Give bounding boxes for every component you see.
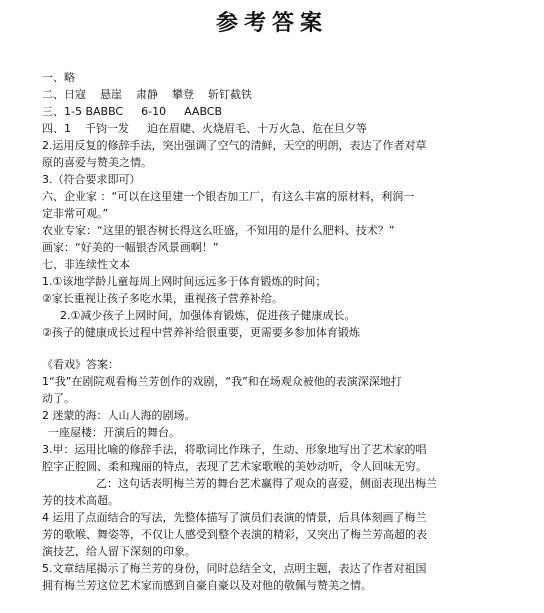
answer-q3-range2-answer: AABCB bbox=[184, 105, 223, 118]
answer-q6-line: 画家：“好美的一幅银杏风景画啊！” bbox=[42, 241, 219, 254]
answer-q7-line: ②孩子的健康成长过程中营养补给很重要，更需要多参加体育锻炼 bbox=[42, 326, 360, 339]
answer-q2-word: 肃静 bbox=[136, 88, 158, 101]
answer-q2-word: 斩钉截铁 bbox=[208, 88, 252, 101]
answer-line: 5.文章结尾揭示了梅兰芳的身份，同时总结全文，点明主题，表达了作者对祖国 bbox=[42, 562, 427, 575]
answer-q7-line: 2.①减少孩子上网时间，加强体育锻炼，促进孩子健康成长。 bbox=[60, 309, 356, 322]
answer-line: 芳的歌喉、舞姿等，不仅让人感受到整个表演的精彩，又突出了梅兰芳高超的表 bbox=[42, 528, 427, 541]
answer-q4-label: 四、1 bbox=[42, 122, 71, 135]
answer-q2-word: 日寇 bbox=[64, 88, 86, 101]
answer-q2 bbox=[42, 86, 252, 103]
answer-line: 乙：这句话表明梅兰芳的舞台艺术赢得了观众的喜爱，侧面表现出梅兰 bbox=[96, 477, 437, 490]
answer-q6-line: 定非常可观。” bbox=[42, 207, 109, 220]
answer-q4-word: 迫在眉睫、火烧眉毛、十万火急、危在旦夕等 bbox=[147, 122, 367, 135]
answer-q6-line: 农业专家：“这里的银杏树长得这么旺盛，不知用的是什么肥料、技术？” bbox=[42, 224, 395, 237]
answer-line: 1“我”在剧院观看梅兰芳创作的戏剧，“我”和在场观众被他的表演深深地打 bbox=[42, 375, 402, 388]
page-title: 参考答案 bbox=[215, 10, 328, 36]
answer-q7-line: ②家长重视让孩子多吃水果，重视孩子营养补给。 bbox=[42, 292, 283, 305]
answer-line: 3.甲：运用比喻的修辞手法，将歌词比作珠子，生动、形象地写出了艺术家的唱 bbox=[42, 443, 427, 456]
answer-line: 2 迷蒙的海：人山人海的剧场。 bbox=[42, 409, 196, 422]
answer-q3-range1: 1-5 BABBC bbox=[64, 105, 124, 118]
answer-q4 bbox=[42, 120, 367, 137]
answer-q4-2-line: 原的喜爱与赞美之情。 bbox=[42, 156, 152, 169]
answer-q4-word: 千钧一发 bbox=[85, 122, 129, 135]
answer-q3-label: 三、 bbox=[42, 105, 64, 118]
answer-line: 芳的技术高超。 bbox=[42, 494, 119, 507]
answer-q4-2-line: 2.运用反复的修辞手法，突出强调了空气的清鲜，天空的明朗，表达了作者对草 bbox=[42, 139, 427, 152]
answer-q6-line: 六、企业家 ：“可以在这里建一个银杏加工厂，有这么丰富的原材料，利润一 bbox=[42, 190, 415, 203]
answer-line: 一座屋楼：开演后的舞台。 bbox=[48, 426, 180, 439]
answer-q3 bbox=[42, 103, 222, 120]
answer-q7-line: 七、非连续性文本 bbox=[42, 258, 130, 271]
section-heading: 《看戏》答案： bbox=[42, 358, 119, 371]
answer-line: 动了。 bbox=[42, 392, 75, 405]
answer-line: 4 运用了点面结合的写法，先整体描写了演员们表演的情景，后具体刻画了梅兰 bbox=[42, 511, 427, 524]
answer-q2-label: 二、 bbox=[42, 88, 64, 101]
answer-q7-line: 1.①该地学龄儿童每周上网时间远远多于体育锻炼的时间； bbox=[42, 275, 327, 288]
answer-line: 腔字正腔圆、柔和瑰丽的特点，表现了艺术家歌喉的美妙动听，令人回味无穷。 bbox=[42, 460, 427, 473]
answer-q3-range2: 6-10 bbox=[141, 105, 167, 118]
answer-q1: 一、略 bbox=[42, 71, 75, 84]
answer-q4-3: 3.（符合要求即可） bbox=[42, 173, 141, 186]
answer-q2-word: 攀登 bbox=[172, 88, 194, 101]
answer-line: 演技艺，给人留下深刻的印象。 bbox=[42, 545, 196, 558]
answer-line: 拥有梅兰芳这位艺术家而感到自豪自豪以及对他的敬佩与赞美之情。 bbox=[42, 579, 372, 592]
answer-q2-word: 悬崖 bbox=[100, 88, 122, 101]
